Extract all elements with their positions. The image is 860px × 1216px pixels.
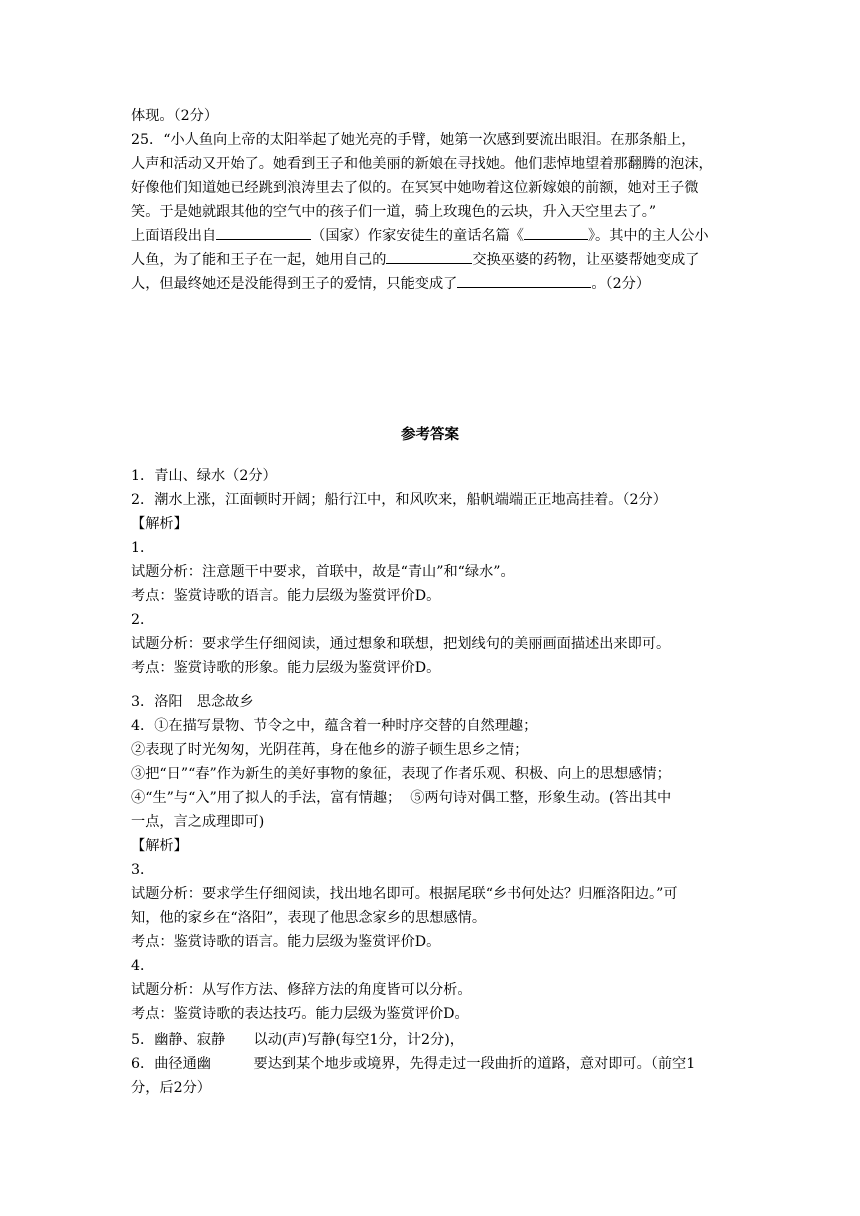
- answer-blank-country: [216, 224, 311, 240]
- text-line: 25．“小人鱼向上帝的太阳举起了她光亮的手臂，她第一次感到要流出眼泪。在那条船上，: [131, 132, 696, 148]
- fill-line: [131, 272, 731, 296]
- text-line: 【解析】: [131, 516, 188, 532]
- question-25-passage: [131, 104, 731, 296]
- text-line: 考点：鉴赏诗歌的语言。能力层级为鉴赏评价D。: [131, 588, 441, 604]
- text-line: 笑。于是她就跟其他的空气中的孩子们一道，骑上玫瑰色的云块，升入天空里去了。”: [131, 204, 657, 220]
- text-line: 考点：鉴赏诗歌的形象。能力层级为鉴赏评价D。: [131, 660, 441, 676]
- text-line: 知，他的家乡在“洛阳”，表现了他思念家乡的思想感情。: [131, 910, 487, 926]
- text-line: 5．幽静、寂静 以动(声)写静(每空1分，计2分)，: [131, 1032, 464, 1048]
- text-line: 1．: [131, 540, 155, 556]
- text-line: 6．曲径通幽 要达到某个地步或境界，先得走过一段曲折的道路，意对即可。（前空1: [131, 1056, 696, 1072]
- fill-text: 交换巫婆的药物，让巫婆帮她变成了: [472, 252, 700, 268]
- text-line: ③把“日”“春”作为新生的美好事物的象征，表现了作者乐观、积极、向上的思想感情；: [131, 766, 671, 782]
- text-line: 试题分析：要求学生仔细阅读，通过想象和联想，把划线句的美丽画面描述出来即可。: [131, 636, 671, 652]
- answers-group-1: [131, 464, 731, 680]
- text-line: 试题分析：要求学生仔细阅读，找出地名即可。根据尾联“乡书何处达？归雁洛阳边。”可: [131, 886, 678, 902]
- fill-text: 人鱼，为了能和王子在一起，她用自己的: [131, 252, 387, 268]
- answer-blank-title: [524, 224, 588, 240]
- text-line: 2．潮水上涨，江面顿时开阔；船行江中，和风吹来，船帆端端正正地高挂着。（2分）: [131, 492, 667, 508]
- answers-group-2: [131, 690, 731, 1026]
- answers-group-3: [131, 1028, 731, 1100]
- text-line: ②表现了时光匆匆，光阴荏苒，身在他乡的游子顿生思乡之情；: [131, 742, 529, 758]
- text-line: 人声和活动又开始了。她看到王子和他美丽的新娘在寻找她。他们悲悼地望着那翻腾的泡沫，: [131, 156, 713, 172]
- text-line: 一点，言之成理即可): [131, 814, 265, 830]
- fill-line: [131, 248, 731, 272]
- fill-text: （国家）作家安徒生的童话名篇《: [311, 228, 524, 244]
- fill-text: 》。其中的主人公小: [587, 228, 709, 244]
- text-line: 考点：鉴赏诗歌的表达技巧。能力层级为鉴赏评价D。: [131, 1006, 469, 1022]
- answer-blank-became: [457, 272, 591, 288]
- text-line: 4．: [131, 958, 155, 974]
- text-line: 2．: [131, 612, 155, 628]
- text-line: 1．青山、绿水（2分）: [131, 468, 277, 484]
- text-line: 3．: [131, 862, 155, 878]
- text-line: 3．洛阳 思念故乡: [131, 694, 254, 710]
- text-line: 4．①在描写景物、节令之中，蕴含着一种时序交替的自然理趣；: [131, 718, 538, 734]
- fill-text: 。（2分）: [591, 276, 651, 292]
- fill-text: 上面语段出自: [131, 228, 217, 244]
- answer-blank-exchange: [386, 248, 472, 264]
- text-line: 试题分析：注意题干中要求，首联中，故是“青山”和“绿水”。: [131, 564, 515, 580]
- text-line: 好像他们知道她已经跳到浪涛里去了似的。在冥冥中她吻着这位新嫁娘的前额，她对王子微: [131, 180, 699, 196]
- text-line: 试题分析：从写作方法、修辞方法的角度皆可以分析。: [131, 982, 472, 998]
- text-line: 考点：鉴赏诗歌的语言。能力层级为鉴赏评价D。: [131, 934, 441, 950]
- fill-text: 人，但最终她还是没能得到王子的爱情，只能变成了: [131, 276, 458, 292]
- text-line: ④“生”与“入”用了拟人的手法，富有情趣； ⑤两句诗对偶工整，形象生动。(答出其中: [131, 790, 672, 806]
- text-line: 分，后2分）: [131, 1080, 211, 1096]
- text-line: 体现。（2分）: [131, 108, 219, 124]
- answers-title: 参考答案: [401, 426, 459, 443]
- fill-line: [131, 224, 731, 248]
- text-line: 【解析】: [131, 838, 188, 854]
